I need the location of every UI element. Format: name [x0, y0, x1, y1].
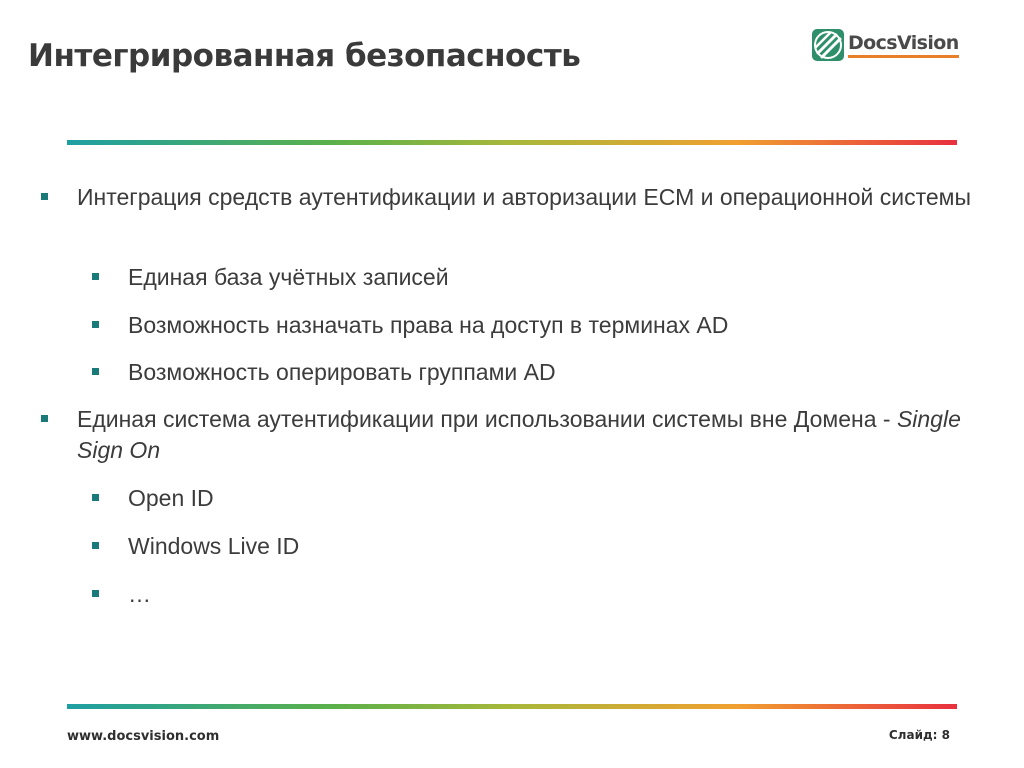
bullet-marker	[92, 273, 99, 280]
docsvision-logo-icon	[811, 28, 845, 62]
bullet-text-italic: Single Sign On	[77, 406, 961, 463]
sub-bullet-item	[128, 262, 988, 293]
bullet-text: Windows Live ID	[128, 533, 300, 559]
bullet-text: …	[128, 581, 151, 607]
bullet-text: Open ID	[128, 485, 214, 511]
bullet-marker	[41, 193, 48, 200]
bullet-item	[77, 182, 997, 213]
footer-url: www.docsvision.com	[67, 729, 220, 744]
sub-bullet-item	[128, 310, 988, 341]
bullet-text: Единая система аутентификации при использовании системы вне Домена -	[77, 406, 897, 432]
slide-number: Слайд: 8	[888, 728, 950, 742]
bullet-marker	[92, 494, 99, 501]
bullet-text: Возможность назначать права на доступ в терминах AD	[128, 312, 729, 338]
bullet-marker	[92, 368, 99, 375]
bullet-marker	[92, 590, 99, 597]
sub-bullet-item	[128, 579, 988, 610]
sub-bullet-item	[128, 483, 988, 514]
bullet-text: Возможность оперировать группами AD	[128, 359, 556, 385]
logo-text: DocsVision	[848, 32, 959, 58]
bullet-marker	[92, 542, 99, 549]
sub-bullet-item	[128, 357, 988, 388]
top-gradient-divider	[67, 140, 957, 145]
bottom-gradient-divider	[67, 704, 957, 709]
sub-bullet-item	[128, 531, 988, 562]
bullet-text: Интеграция средств аутентификации и авторизации ЕСМ и операционной системы	[77, 184, 972, 210]
bullet-marker	[41, 415, 48, 422]
slide-title: Интегрированная безопасность	[28, 38, 581, 74]
docsvision-logo	[811, 28, 959, 62]
bullet-item	[77, 404, 997, 466]
bullet-marker	[92, 321, 99, 328]
bullet-text: Единая база учётных записей	[128, 264, 449, 290]
